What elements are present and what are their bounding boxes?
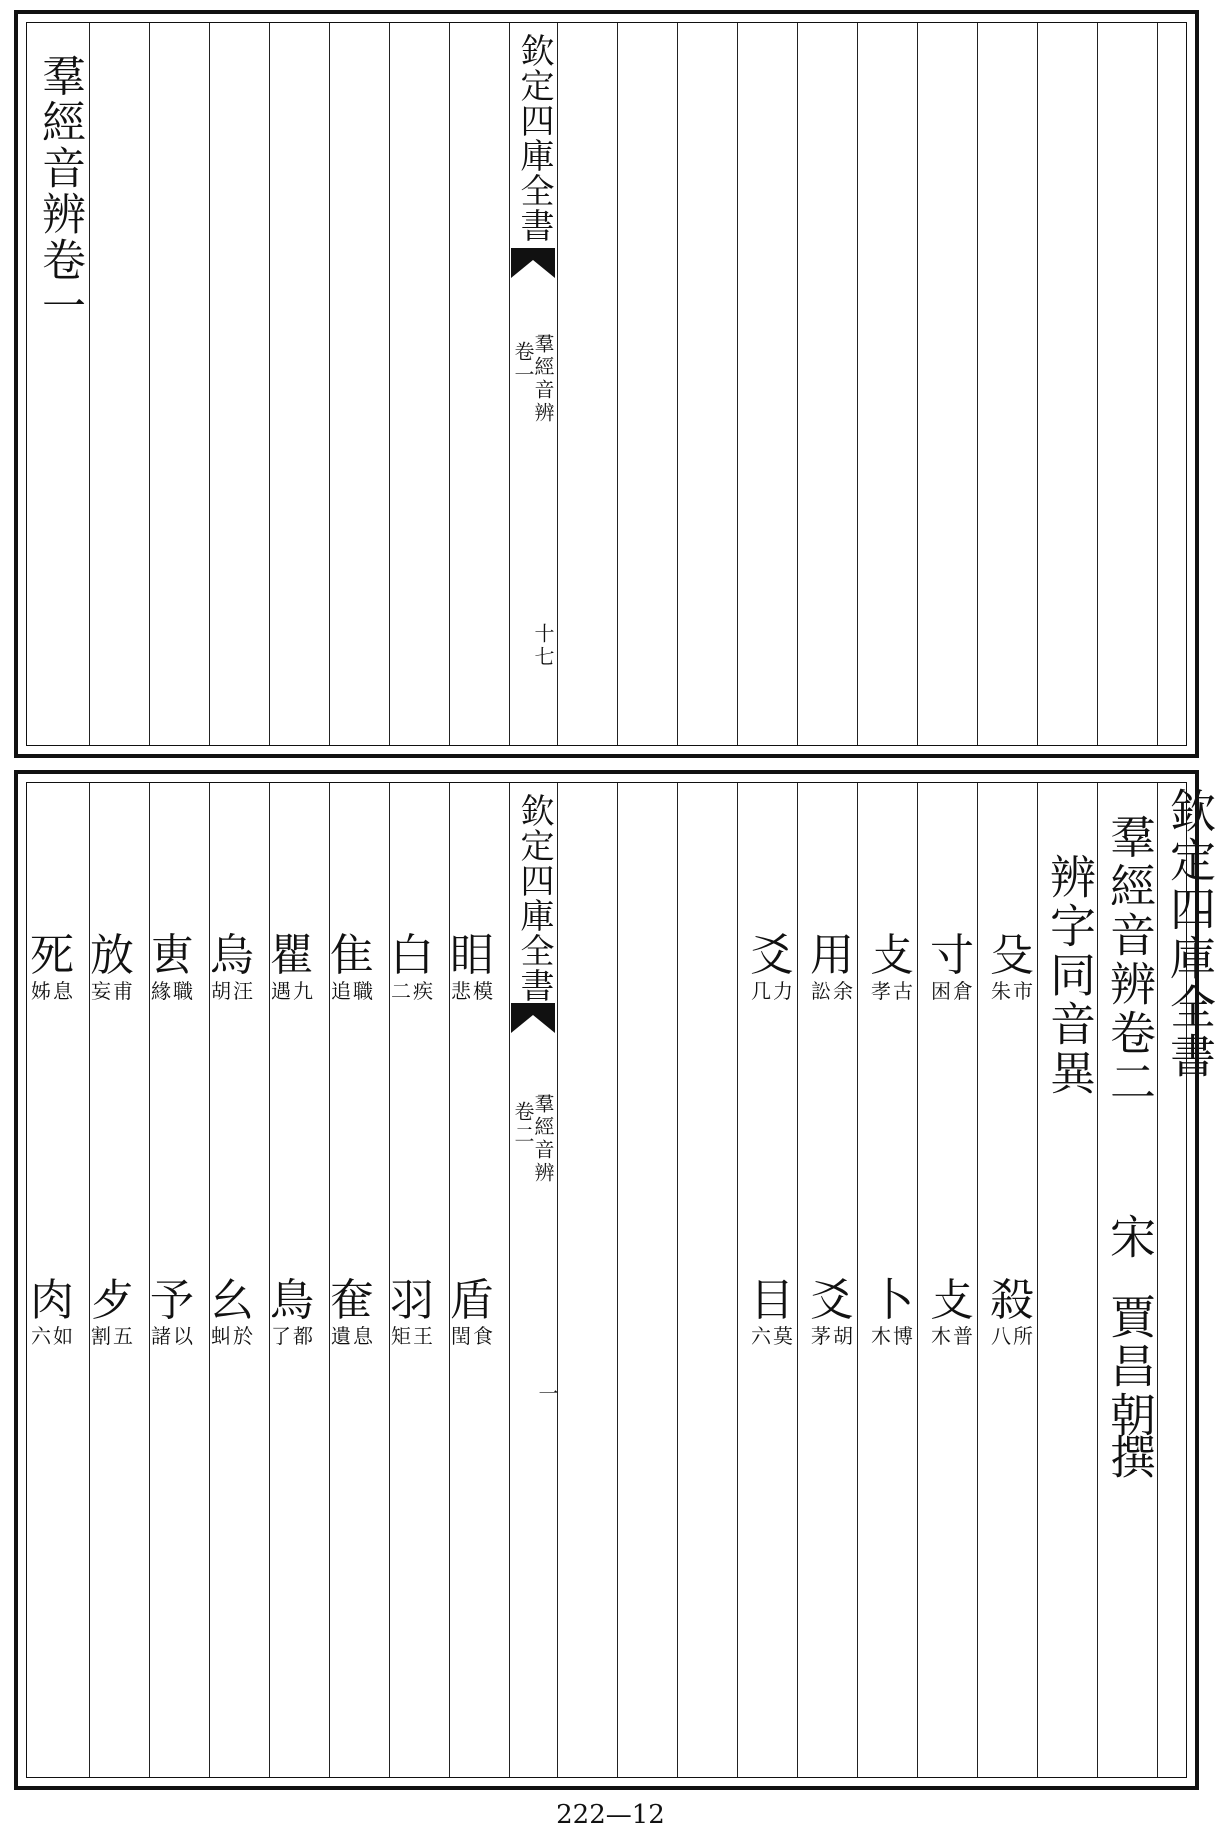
entry-fanqie-note <box>451 979 493 1004</box>
volume-title: 羣經音辨卷二 <box>1103 813 1157 1107</box>
entry-character: 烏 <box>210 930 254 981</box>
entry-fanqie-note <box>91 979 133 1004</box>
fanqie-character: 姊 <box>31 979 51 1004</box>
entry-lower-13 <box>25 1275 79 1349</box>
entry-character: 肉 <box>30 1275 74 1326</box>
entry-character: 瞿 <box>270 930 314 981</box>
fanqie-character: 八 <box>991 1324 1011 1349</box>
top-spine-book: 羣經音辨 <box>531 333 555 425</box>
fanqie-character: 二 <box>391 979 411 1004</box>
fanqie-character: 閏 <box>451 1324 471 1349</box>
entry-lower-3 <box>865 1275 919 1349</box>
entry-fanqie-note <box>391 1324 433 1349</box>
entry-fanqie-note <box>91 1324 133 1349</box>
fanqie-character: 了 <box>271 1324 291 1349</box>
author-name: 賈昌朝 <box>1103 1293 1157 1440</box>
entry-character: 目 <box>750 1275 794 1326</box>
entry-upper-10 <box>205 930 259 1004</box>
fanqie-character: 遺 <box>331 1324 351 1349</box>
fanqie-character: 妄 <box>91 979 111 1004</box>
fanqie-character: 諸 <box>151 1324 171 1349</box>
fanqie-character: 訟 <box>811 979 831 1004</box>
fanqie-character: 市 <box>1013 979 1033 1004</box>
bottom-fish-tail-mark <box>511 1003 555 1033</box>
entry-fanqie-note <box>991 1324 1033 1349</box>
entry-character: 叀 <box>150 930 194 981</box>
entry-lower-11 <box>145 1275 199 1349</box>
entry-character: 爻 <box>750 930 794 981</box>
entry-character: 隹 <box>330 930 374 981</box>
fanqie-character: 木 <box>871 1324 891 1349</box>
entry-fanqie-note <box>811 979 853 1004</box>
fanqie-character: 胡 <box>833 1324 853 1349</box>
entry-character: 殳 <box>990 930 1034 981</box>
entry-upper-4 <box>805 930 859 1004</box>
entry-lower-7 <box>385 1275 439 1349</box>
bottom-spine-book: 羣經音辨 <box>531 1093 555 1185</box>
fanqie-character: 六 <box>31 1324 51 1349</box>
entry-character: 放 <box>90 930 134 981</box>
entry-upper-8 <box>325 930 379 1004</box>
top-spine-leaf: 十七 <box>531 623 555 669</box>
author-dynasty: 宋 <box>1103 1213 1157 1262</box>
bottom-spine-leaf: 一 <box>535 1383 559 1406</box>
series-title: 欽定四庫全書 <box>1163 787 1217 1081</box>
entry-lower-2 <box>925 1275 979 1349</box>
top-spine-series: 欽定四庫全書 <box>514 33 554 243</box>
fanqie-character: 几 <box>751 979 771 1004</box>
entry-character: 奞 <box>330 1275 374 1326</box>
entry-lower-10 <box>205 1275 259 1349</box>
top-volume-title: 羣經音辨卷一 <box>34 53 85 329</box>
entry-character: 鳥 <box>270 1275 314 1326</box>
fanqie-character: 追 <box>331 979 351 1004</box>
fanqie-character: 普 <box>953 1324 973 1349</box>
entry-upper-3 <box>865 930 919 1004</box>
entry-fanqie-note <box>271 979 313 1004</box>
entry-fanqie-note <box>871 979 913 1004</box>
entry-fanqie-note <box>931 1324 973 1349</box>
entry-character: 爻 <box>810 1275 854 1326</box>
entry-upper-9 <box>265 930 319 1004</box>
entry-fanqie-note <box>751 979 793 1004</box>
entry-lower-6 <box>445 1275 499 1349</box>
fanqie-character: 孝 <box>871 979 891 1004</box>
fanqie-character: 食 <box>473 1324 493 1349</box>
fanqie-character: 余 <box>833 979 853 1004</box>
bottom-spine-juan: 卷二 <box>511 1101 535 1147</box>
entry-fanqie-note <box>931 979 973 1004</box>
entry-fanqie-note <box>991 979 1033 1004</box>
fanqie-character: 五 <box>113 1324 133 1349</box>
section-heading: 辨字同音異 <box>1043 853 1097 1098</box>
fanqie-character: 悲 <box>451 979 471 1004</box>
entry-fanqie-note <box>331 1324 373 1349</box>
entry-fanqie-note <box>871 1324 913 1349</box>
entry-character: 殺 <box>990 1275 1034 1326</box>
fanqie-character: 疾 <box>413 979 433 1004</box>
author-role: 撰 <box>1103 1433 1157 1482</box>
entry-character: 寸 <box>930 930 974 981</box>
entry-character: 攴 <box>870 930 914 981</box>
fanqie-character: 力 <box>773 979 793 1004</box>
fanqie-character: 於 <box>233 1324 253 1349</box>
fanqie-character: 以 <box>173 1324 193 1349</box>
fanqie-character: 甫 <box>113 979 133 1004</box>
fanqie-character: 虯 <box>211 1324 231 1349</box>
entry-character: 白 <box>390 930 434 981</box>
bottom-page-frame <box>26 782 1217 1778</box>
entry-character: 歺 <box>90 1275 134 1326</box>
entry-upper-1 <box>985 930 1039 1004</box>
top-spine-juan: 卷一 <box>511 341 535 387</box>
entry-fanqie-note <box>151 1324 193 1349</box>
entry-upper-11 <box>145 930 199 1004</box>
entry-fanqie-note <box>151 979 193 1004</box>
entry-character: 盾 <box>450 1275 494 1326</box>
entry-upper-5 <box>745 930 799 1004</box>
entry-fanqie-note <box>331 979 373 1004</box>
entry-lower-1 <box>985 1275 1039 1349</box>
entry-character: 攴 <box>930 1275 974 1326</box>
entry-lower-4 <box>805 1275 859 1349</box>
entry-character: 䀠 <box>450 930 494 981</box>
fanqie-character: 都 <box>293 1324 313 1349</box>
fanqie-character: 矩 <box>391 1324 411 1349</box>
entry-fanqie-note <box>811 1324 853 1349</box>
fanqie-character: 困 <box>931 979 951 1004</box>
entry-lower-12 <box>85 1275 139 1349</box>
fanqie-character: 九 <box>293 979 313 1004</box>
entry-character: 卜 <box>870 1275 914 1326</box>
entry-fanqie-note <box>451 1324 493 1349</box>
fanqie-character: 割 <box>91 1324 111 1349</box>
entry-upper-13 <box>25 930 79 1004</box>
entry-character: 羽 <box>390 1275 434 1326</box>
page-number: 222—12 <box>556 1800 665 1830</box>
top-page-frame <box>26 22 1187 746</box>
bottom-page <box>14 770 1217 1790</box>
fanqie-character: 王 <box>413 1324 433 1349</box>
entry-upper-6 <box>445 930 499 1004</box>
fanqie-character: 職 <box>353 979 373 1004</box>
entry-lower-8 <box>325 1275 379 1349</box>
fanqie-character: 息 <box>53 979 73 1004</box>
fanqie-character: 胡 <box>211 979 231 1004</box>
entry-character: 予 <box>150 1275 194 1326</box>
fanqie-character: 所 <box>1013 1324 1033 1349</box>
entry-upper-12 <box>85 930 139 1004</box>
fanqie-character: 朱 <box>991 979 1011 1004</box>
entry-lower-9 <box>265 1275 319 1349</box>
fanqie-character: 遇 <box>271 979 291 1004</box>
fanqie-character: 汪 <box>233 979 253 1004</box>
fanqie-character: 息 <box>353 1324 373 1349</box>
fanqie-character: 緣 <box>151 979 171 1004</box>
fanqie-character: 六 <box>751 1324 771 1349</box>
fanqie-character: 如 <box>53 1324 73 1349</box>
fanqie-character: 古 <box>893 979 913 1004</box>
entry-fanqie-note <box>211 979 253 1004</box>
entry-fanqie-note <box>211 1324 253 1349</box>
entry-fanqie-note <box>271 1324 313 1349</box>
fanqie-character: 木 <box>931 1324 951 1349</box>
fanqie-character: 莫 <box>773 1324 793 1349</box>
entry-upper-2 <box>925 930 979 1004</box>
top-fish-tail-mark <box>511 248 555 278</box>
fanqie-character: 茅 <box>811 1324 831 1349</box>
entry-character: 用 <box>810 930 854 981</box>
fanqie-character: 倉 <box>953 979 973 1004</box>
top-page <box>14 10 1199 758</box>
entry-character: 死 <box>30 930 74 981</box>
entry-upper-7 <box>385 930 439 1004</box>
entry-fanqie-note <box>391 979 433 1004</box>
fanqie-character: 博 <box>893 1324 913 1349</box>
fanqie-character: 模 <box>473 979 493 1004</box>
entry-lower-5 <box>745 1275 799 1349</box>
entry-fanqie-note <box>31 1324 73 1349</box>
entry-fanqie-note <box>31 979 73 1004</box>
bottom-spine-series: 欽定四庫全書 <box>514 793 554 1003</box>
entry-fanqie-note <box>751 1324 793 1349</box>
entry-character: 幺 <box>210 1275 254 1326</box>
fanqie-character: 職 <box>173 979 193 1004</box>
